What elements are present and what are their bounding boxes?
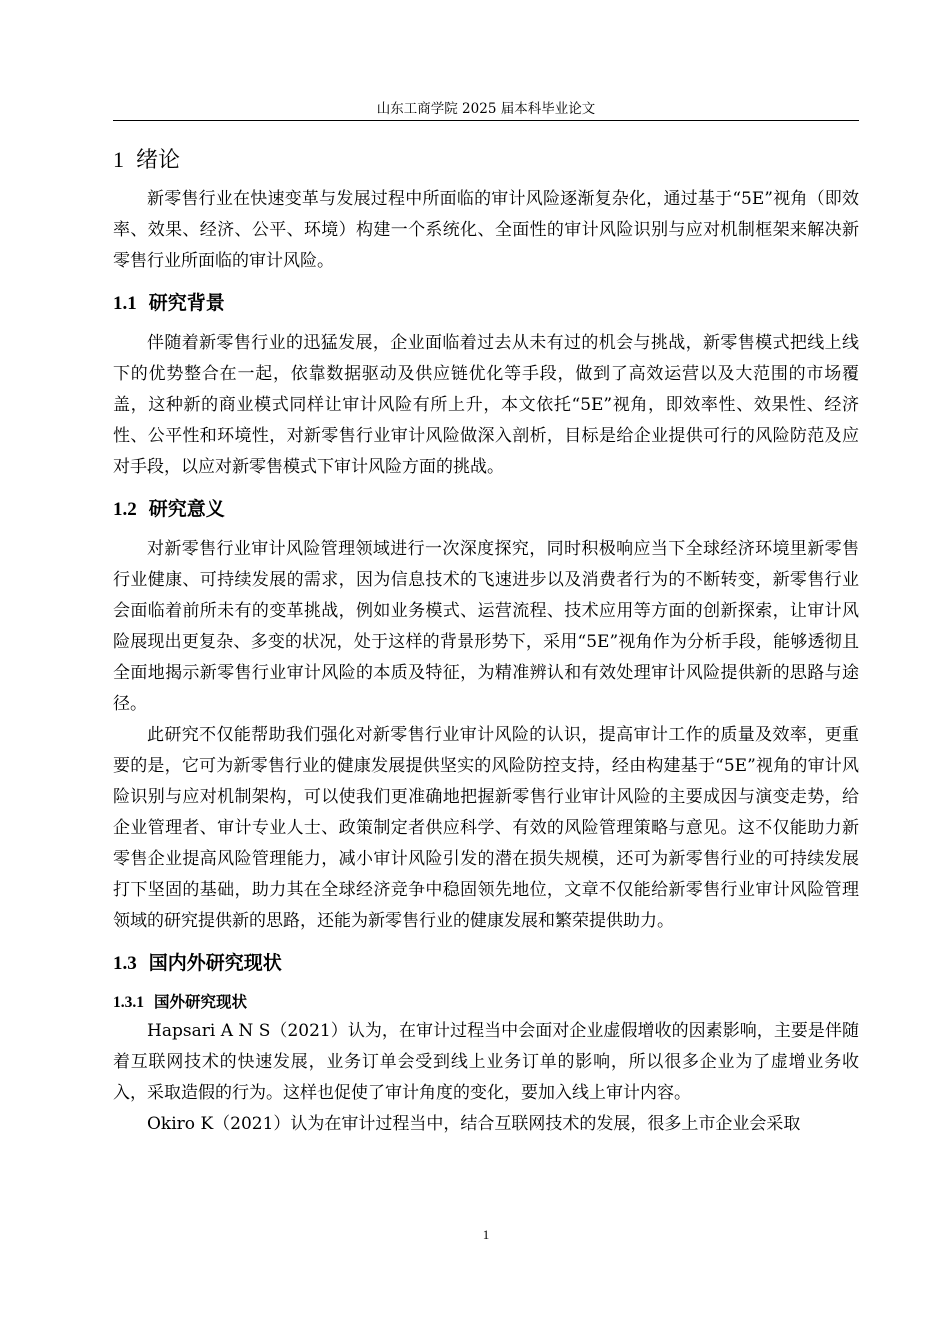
section-number: 1.1 xyxy=(113,293,137,314)
section-heading-1-2 xyxy=(113,493,859,526)
header-rule xyxy=(113,120,859,121)
chapter-number: 1 xyxy=(113,147,124,172)
page-number: 1 xyxy=(482,1227,490,1242)
section-title: 研究意义 xyxy=(148,498,225,520)
chapter-title-text: 绪论 xyxy=(136,148,181,173)
section-1-2-paragraph-1: 对新零售行业审计风险管理领域进行一次深度探究，同时积极响应当下全球经济环境里新零售行业健康、可持续发展的需求，因为信息技术的飞速进步以及消费者行为的不断转变，新零售行业会面临着前所未有的变革挑战，例如业务模式、运营流程、技术应用等方面的创新探索，让审计风险展现出更复杂、多变的状况，处于这样的背景形势下，采用“5E”视角作为分析手段，能够透彻且全面地揭示新零售行业审计风险的本质及特征，为精准辨认和有效处理审计风险提供新的思路与途径。 xyxy=(113,539,859,714)
section-number: 1.2 xyxy=(113,499,137,520)
subsection-number: 1.3.1 xyxy=(113,994,144,1011)
subsection-paragraph-2: Okiro K（2021）认为在审计过程当中，结合互联网技术的发展，很多上市企业会采取 xyxy=(147,1114,801,1134)
subsection-title: 国外研究现状 xyxy=(154,992,248,1011)
section-1-2-paragraph-2: 此研究不仅能帮助我们强化对新零售行业审计风险的认识，提高审计工作的质量及效率，更重要的是，它可为新零售行业的健康发展提供坚实的风险防控支持，经由构建基于“5E”视角的审计风险识别与应对机制架构，可以使我们更准确地把握新零售行业审计风险的主要成因与演变走势，给企业管理者、审计专业人士、政策制定者供应科学、有效的风险管理策略与意见。这不仅能助力新零售企业提高风险管理能力，减小审计风险引发的潜在损失规模，还可为新零售行业的可持续发展打下坚固的基础，助力其在全球经济竞争中稳固领先地位，文章不仅能给新零售行业审计风险管理领域的研究提供新的思路，还能为新零售行业的健康发展和繁荣提供助力。 xyxy=(113,725,859,931)
section-title: 研究背景 xyxy=(148,292,225,314)
subsection-heading-1-3-1 xyxy=(113,988,859,1016)
section-1-1-paragraph: 伴随着新零售行业的迅猛发展，企业面临着过去从未有过的机会与挑战，新零售模式把线上线下的优势整合在一起，依靠数据驱动及供应链优化等手段，做到了高效运营以及大范围的市场覆盖，这种新的商业模式同样让审计风险有所上升，本文依托“5E”视角，即效率性、效果性、经济性、公平性和环境性，对新零售行业审计风险做深入剖析，目标是给企业提供可行的风险防范及应对手段，以应对新零售模式下审计风险方面的挑战。 xyxy=(113,333,859,477)
running-header: 山东工商学院 2025 届本科毕业论文 xyxy=(376,101,596,117)
chapter-intro-paragraph: 新零售行业在快速变革与发展过程中所面临的审计风险逐渐复杂化，通过基于“5E”视角（即效率、效果、经济、公平、环境）构建一个系统化、全面性的审计风险识别与应对机制框架来解决新零售行业所面临的审计风险。 xyxy=(113,189,859,271)
section-heading-1-1 xyxy=(113,287,859,320)
section-heading-1-3 xyxy=(113,947,859,980)
chapter-title xyxy=(113,140,859,178)
subsection-paragraph-1: Hapsari A N S（2021）认为，在审计过程当中会面对企业虚假增收的因素影响，主要是伴随着互联网技术的快速发展，业务订单会受到线上业务订单的影响，所以很多企业为了虚增业务收入，采取造假的行为。这样也促使了审计角度的变化，要加入线上审计内容。 xyxy=(113,1021,859,1103)
section-title: 国内外研究现状 xyxy=(148,952,282,974)
page-content xyxy=(113,140,859,1140)
section-number: 1.3 xyxy=(113,953,137,974)
